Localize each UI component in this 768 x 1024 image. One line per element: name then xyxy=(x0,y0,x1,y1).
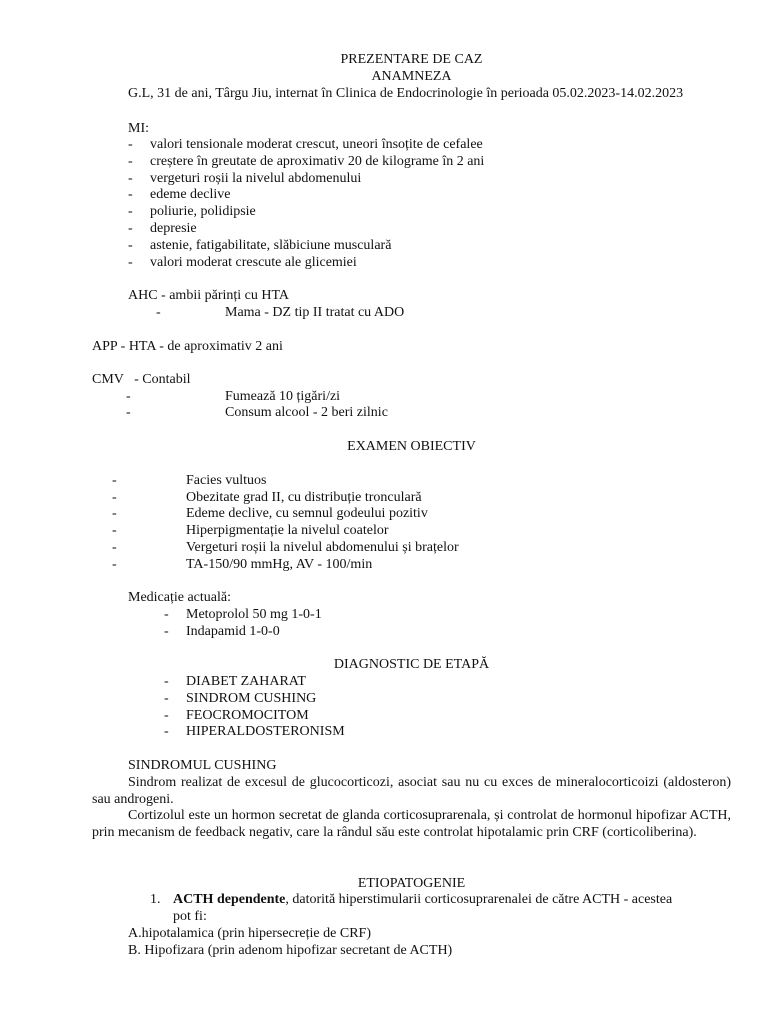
mi-label: MI: xyxy=(128,121,149,136)
list-item: depresie xyxy=(150,221,197,236)
list-dash: - xyxy=(128,255,133,270)
list-dash: - xyxy=(164,674,169,689)
list-item: Edeme declive, cu semnul godeului pozitiv xyxy=(186,506,428,521)
section-title-etiopatogenie: ETIOPATOGENIE xyxy=(357,876,466,891)
cushing-paragraph-1: Sindrom realizat de excesul de glucocorticozi, asociat sau nu cu exces de mineralocorticoizi (aldosteron) sau androgeni. xyxy=(92,775,731,807)
list-item: Obezitate grad II, cu distribuție tronculară xyxy=(186,490,422,505)
list-dash: - xyxy=(128,221,133,236)
list-dash: - xyxy=(156,305,161,320)
list-item: poliurie, polidipsie xyxy=(150,204,256,219)
ahc-line: AHC - ambii părinți cu HTA xyxy=(128,288,290,303)
medication-label: Medicație actuală: xyxy=(128,590,231,605)
list-dash: - xyxy=(164,724,169,739)
list-dash: - xyxy=(112,506,117,521)
etio-number: 1. xyxy=(150,892,161,907)
list-dash: - xyxy=(126,405,131,420)
etio-sub-b: B. Hipofizara (prin adenom hipofizar secretant de ACTH) xyxy=(128,943,453,958)
list-item: DIABET ZAHARAT xyxy=(186,674,306,689)
list-dash: - xyxy=(112,557,117,572)
list-dash: - xyxy=(112,473,117,488)
list-dash: - xyxy=(112,540,117,555)
list-dash: - xyxy=(128,171,133,186)
list-item: Consum alcool - 2 beri zilnic xyxy=(225,405,388,420)
cmv-line: CMV - Contabil xyxy=(92,372,191,387)
list-item: SINDROM CUSHING xyxy=(186,691,317,706)
list-dash: - xyxy=(126,389,131,404)
etio-item-line xyxy=(173,892,672,909)
list-item: astenie, fatigabilitate, slăbiciune musculară xyxy=(150,238,392,253)
list-item: creștere în greutate de aproximativ 20 de kilograme în 2 ani xyxy=(150,154,485,169)
etio-item-text: , datorită hiperstimularii corticosuprarenalei de către ACTH - acestea xyxy=(285,892,673,907)
section-title-examen: EXAMEN OBIECTIV xyxy=(347,439,476,454)
etio-item-continuation: pot fi: xyxy=(173,909,207,924)
app-line: APP - HTA - de aproximativ 2 ani xyxy=(92,339,283,354)
etio-bold-term: ACTH dependente xyxy=(173,892,286,907)
list-item: Vergeturi roșii la nivelul abdomenului și brațelor xyxy=(186,540,459,555)
section-title-anamneza: ANAMNEZA xyxy=(371,69,452,84)
list-item: HIPERALDOSTERONISM xyxy=(186,724,345,739)
list-dash: - xyxy=(112,490,117,505)
list-dash: - xyxy=(128,154,133,169)
list-item: Indapamid 1-0-0 xyxy=(186,624,280,639)
list-item: valori tensionale moderat crescut, uneori însoțite de cefalee xyxy=(150,137,483,152)
list-dash: - xyxy=(112,523,117,538)
list-item: valori moderat crescute ale glicemiei xyxy=(150,255,357,270)
patient-intro: G.L, 31 de ani, Târgu Jiu, internat în Clinica de Endocrinologie în perioada 05.02.2023-14.02.2023 xyxy=(128,86,684,101)
list-dash: - xyxy=(164,708,169,723)
list-dash: - xyxy=(128,204,133,219)
list-dash: - xyxy=(164,607,169,622)
section-title-cushing: SINDROMUL CUSHING xyxy=(128,758,277,773)
ahc-item: Mama - DZ tip II tratat cu ADO xyxy=(225,305,405,320)
list-dash: - xyxy=(164,691,169,706)
list-item: FEOCROMOCITOM xyxy=(186,708,309,723)
section-title-diagnostic: DIAGNOSTIC DE ETAPĂ xyxy=(333,657,490,672)
list-item: Hiperpigmentație la nivelul coatelor xyxy=(186,523,389,538)
list-item: edeme declive xyxy=(150,187,231,202)
list-item: Metoprolol 50 mg 1-0-1 xyxy=(186,607,322,622)
etio-sub-a: A.hipotalamica (prin hipersecreție de CRF) xyxy=(128,926,371,941)
list-item: TA-150/90 mmHg, AV - 100/min xyxy=(186,557,373,572)
list-item: Facies vultuos xyxy=(186,473,267,488)
list-dash: - xyxy=(164,624,169,639)
list-dash: - xyxy=(128,238,133,253)
list-item: Fumează 10 țigări/zi xyxy=(225,389,341,404)
document-title: PREZENTARE DE CAZ xyxy=(340,52,483,67)
cushing-paragraph-2: Cortizolul este un hormon secretat de glanda corticosuprarenala, și controlat de hormonul hipofizar ACTH, prin mecanism de feedback negativ, care la rândul său este controlat hipotalamic prin CRF (corticoliberina). xyxy=(92,808,731,840)
list-item: vergeturi roșii la nivelul abdomenului xyxy=(150,171,362,186)
list-dash: - xyxy=(128,137,133,152)
list-dash: - xyxy=(128,187,133,202)
